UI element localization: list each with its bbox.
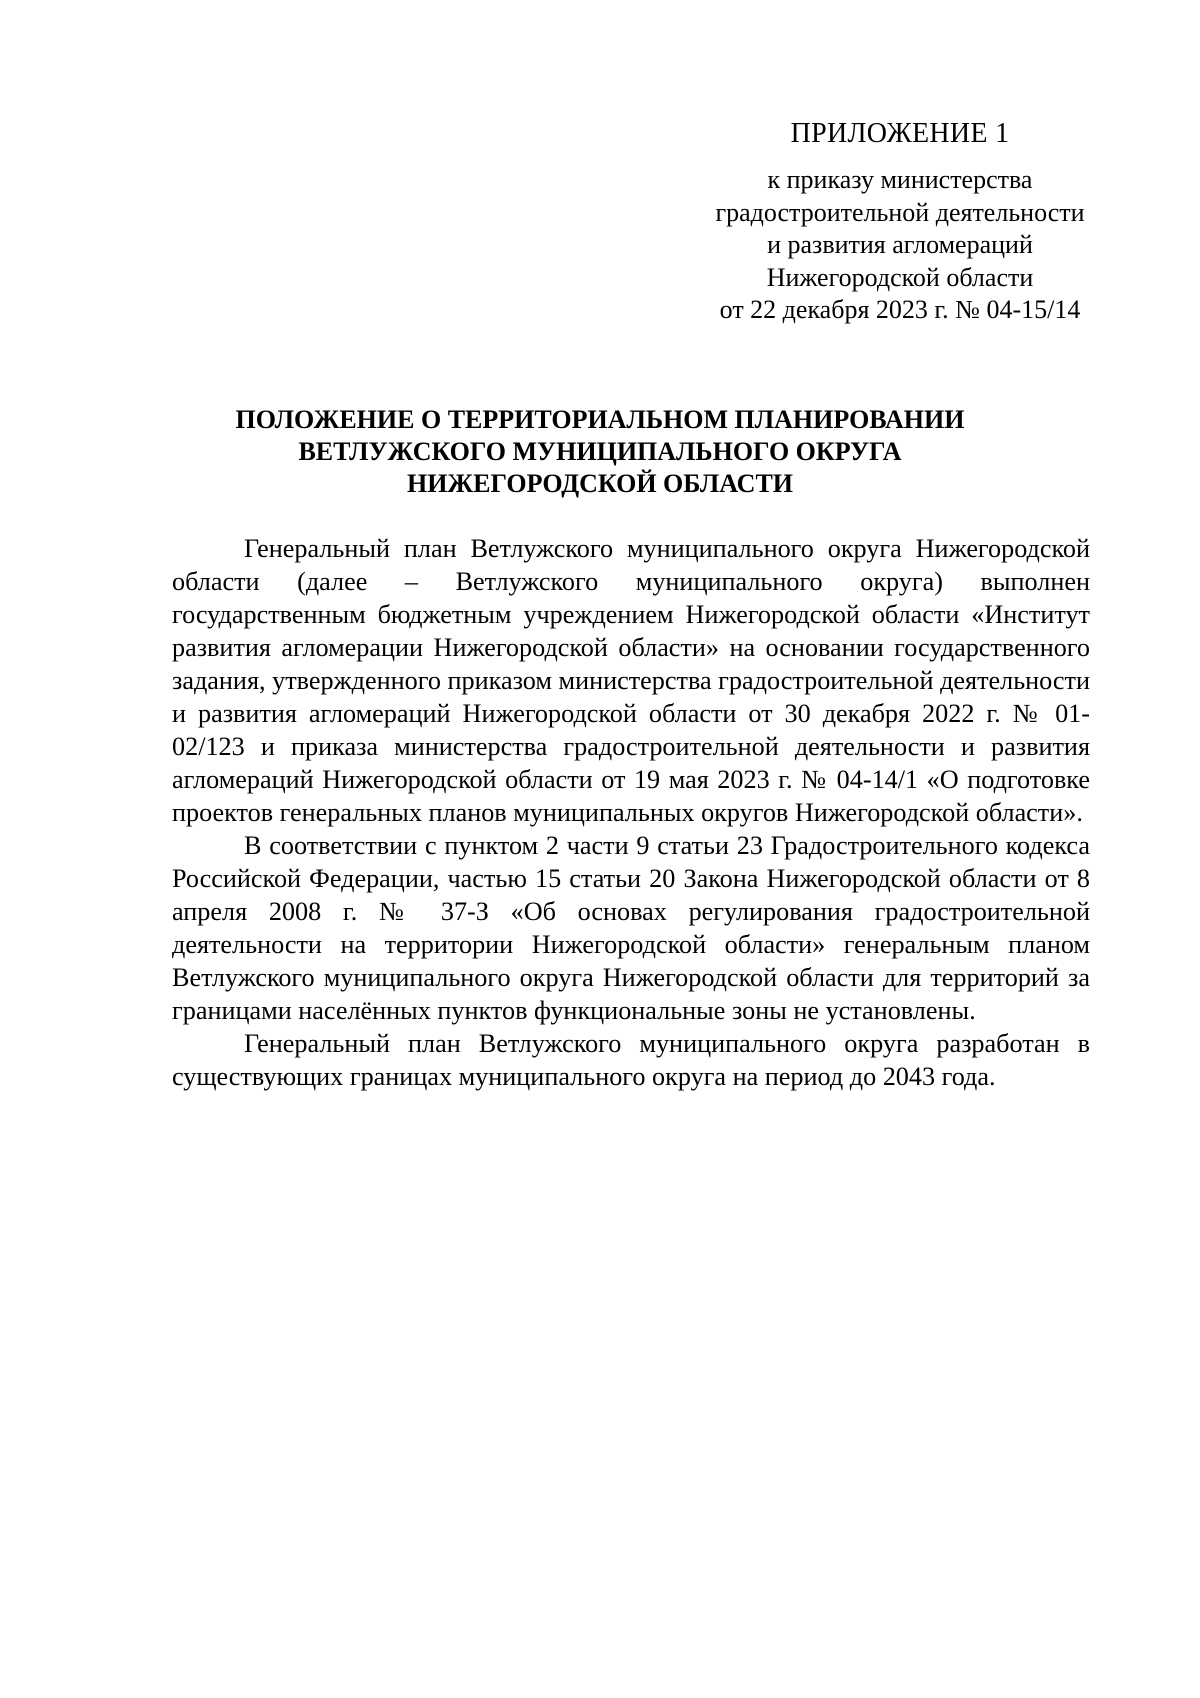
body-paragraph: Генеральный план Ветлужского муниципального округа Нижегородской области (далее – Ветлужского муниципального округа) выполнен государственным бюджетным учреждением Нижегородской области «Институт развития агломерации Нижегородской области» на основании государственного задания, утвержденного приказом министерства градостроительной деятельности и развития агломераций Нижегородской области от 30 декабря 2022 г. № 01-02/123 и приказа министерства градостроительной деятельности и развития агломераций Нижегородской области от 19 мая 2023 г. № 04-14/1 «О подготовке проектов генеральных планов муниципальных округов Нижегородской области». <box>172 534 1090 827</box>
appendix-ref-line: и развития агломераций <box>767 230 1033 259</box>
heading-line: ВЕТЛУЖСКОГО МУНИЦИПАЛЬНОГО ОКРУГА <box>298 437 902 466</box>
heading-line: НИЖЕГОРОДСКОЙ ОБЛАСТИ <box>406 469 794 498</box>
document-heading <box>150 404 1050 500</box>
appendix-title: ПРИЛОЖЕНИЕ 1 <box>790 118 1010 149</box>
appendix-ref-line: Нижегородской области <box>766 262 1034 292</box>
heading-line: ПОЛОЖЕНИЕ О ТЕРРИТОРИАЛЬНОМ ПЛАНИРОВАНИИ <box>235 405 965 434</box>
appendix-ref-line: от 22 декабря 2023 г. № 04-15/14 <box>719 295 1081 324</box>
appendix-ref-line: к приказу министерства <box>767 165 1033 194</box>
appendix-ref-line: градостроительной деятельности <box>715 197 1085 227</box>
document-body <box>172 532 1090 1093</box>
appendix-reference <box>680 164 1120 327</box>
body-paragraph: В соответствии с пунктом 2 части 9 статьи 23 Градостроительного кодекса Российской Федерации, частью 15 статьи 20 Закона Нижегородской области от 8 апреля 2008 г. № 37-З «Об основах регулирования градостроительной деятельности на территории Нижегородской области» генеральным планом Ветлужского муниципального округа Нижегородской области для территорий за границами населённых пунктов функциональные зоны не установлены. <box>172 831 1090 1025</box>
body-paragraph: Генеральный план Ветлужского муниципального округа разработан в существующих границах муниципального округа на период до 2043 года. <box>172 1029 1090 1091</box>
